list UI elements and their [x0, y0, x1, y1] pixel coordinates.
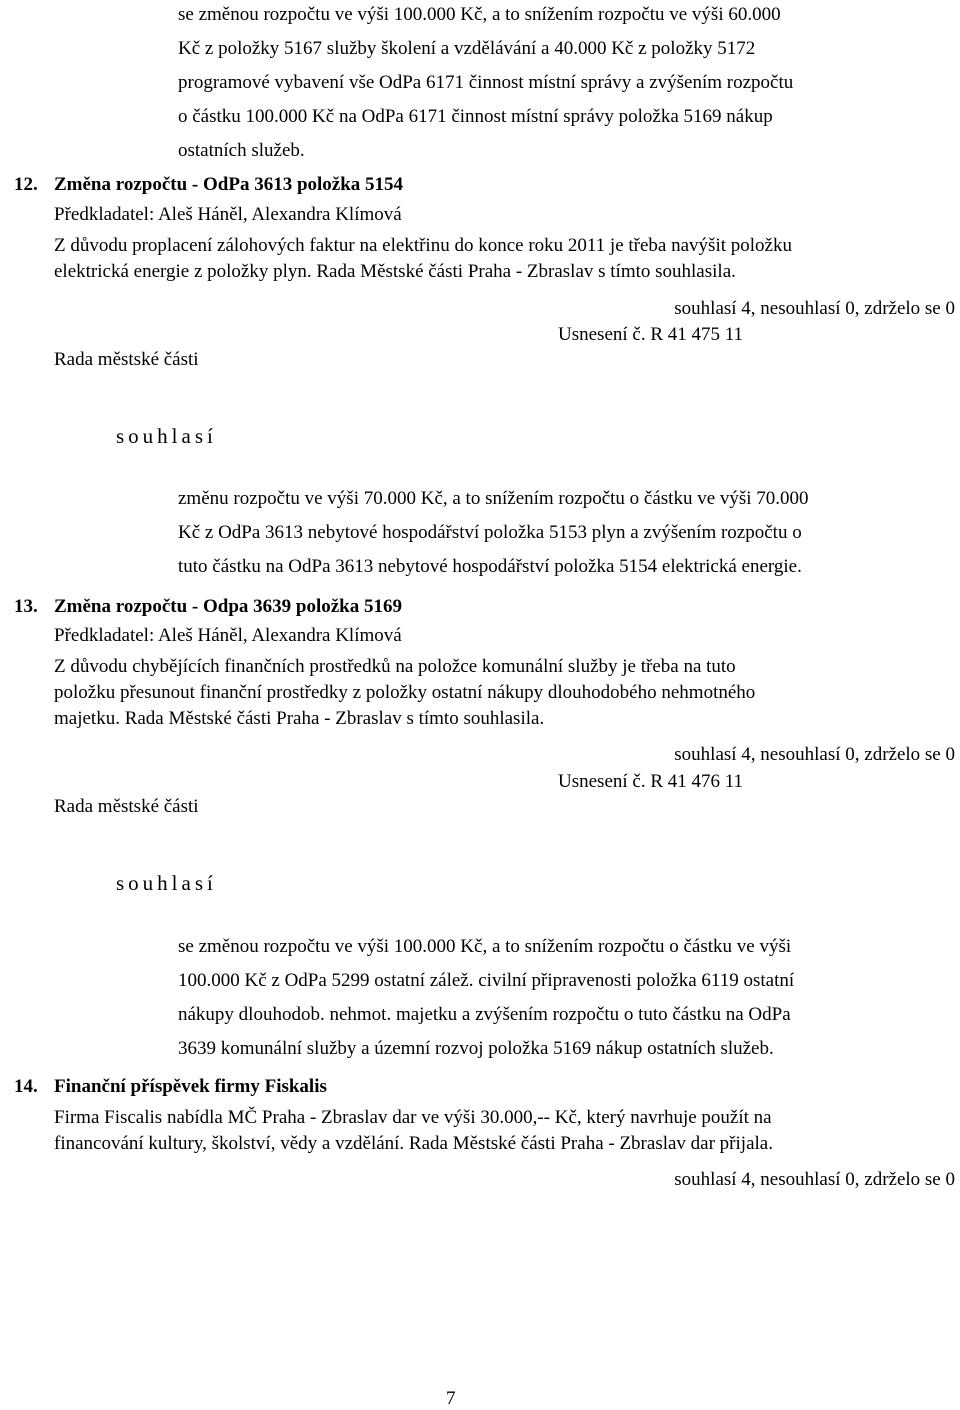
- decision-word: souhlasí: [116, 424, 217, 448]
- resolution-number: Usnesení č. R 41 475 11: [558, 324, 744, 345]
- council-label: Rada městské části: [54, 349, 199, 370]
- text-line: 100.000 Kč z OdPa 5299 ostatní zálež. civilní připravenosti položka 6119 ostatní: [178, 970, 795, 991]
- item-title: Změna rozpočtu - OdPa 3613 položka 5154: [54, 174, 404, 195]
- text-line: se změnou rozpočtu ve výši 100.000 Kč, a to snížením rozpočtu o částku ve výši: [178, 936, 792, 957]
- item-submitter: Předkladatel: Aleš Háněl, Alexandra Klímová: [54, 625, 402, 646]
- text-line: nákupy dlouhodob. nehmot. majetku a zvýšením rozpočtu o tuto částku na OdPa: [178, 1004, 791, 1025]
- text-line: Z důvodu chybějících finančních prostředků na položce komunální služby je třeba na tuto: [54, 656, 736, 677]
- text-line: Kč z OdPa 3613 nebytové hospodářství položka 5153 plyn a zvýšením rozpočtu o: [178, 522, 802, 543]
- vote-result: souhlasí 4, nesouhlasí 0, zdrželo se 0: [674, 744, 955, 765]
- item-number: 13.: [14, 596, 38, 617]
- text-line: financování kultury, školství, vědy a vzdělání. Rada Městské části Praha - Zbraslav dar přijala.: [54, 1133, 773, 1154]
- text-line: Z důvodu proplacení zálohových faktur na elektřinu do konce roku 2011 je třeba navýšit položku: [54, 235, 792, 256]
- item-title: Finanční příspěvek firmy Fiskalis: [54, 1076, 327, 1097]
- item-number: 14.: [14, 1076, 38, 1097]
- vote-result: souhlasí 4, nesouhlasí 0, zdrželo se 0: [674, 1169, 955, 1190]
- item-submitter: Předkladatel: Aleš Háněl, Alexandra Klímová: [54, 204, 402, 225]
- text-line: Kč z položky 5167 služby školení a vzdělávání a 40.000 Kč z položky 5172: [178, 38, 756, 59]
- text-line: Firma Fiscalis nabídla MČ Praha - Zbraslav dar ve výši 30.000,-- Kč, který navrhuje použít na: [54, 1107, 772, 1128]
- text-line: ostatních služeb.: [178, 140, 305, 161]
- item-body: [54, 233, 914, 285]
- item-title: Změna rozpočtu - Odpa 3639 položka 5169: [54, 596, 403, 617]
- text-line: položku přesunout finanční prostředky z položky ostatní nákupy dlouhodobého nehmotného: [54, 682, 756, 703]
- page-number: 7: [446, 1388, 456, 1409]
- item-number: 12.: [14, 174, 38, 195]
- item-body: [54, 1105, 914, 1157]
- item-body: [54, 654, 914, 732]
- decision-text: [178, 930, 898, 1066]
- resolution-number: Usnesení č. R 41 476 11: [558, 771, 744, 792]
- text-line: 3639 komunální služby a územní rozvoj položka 5169 nákup ostatních služeb.: [178, 1038, 774, 1059]
- text-line: programové vybavení vše OdPa 6171 činnost místní správy a zvýšením rozpočtu: [178, 72, 794, 93]
- text-line: o částku 100.000 Kč na OdPa 6171 činnost místní správy položka 5169 nákup: [178, 106, 773, 127]
- top-paragraph: [178, 0, 898, 168]
- text-line: majetku. Rada Městské části Praha - Zbraslav s tímto souhlasila.: [54, 708, 545, 729]
- text-line: tuto částku na OdPa 3613 nebytové hospodářství položka 5154 elektrická energie.: [178, 556, 802, 577]
- decision-word: souhlasí: [116, 871, 217, 895]
- text-line: se změnou rozpočtu ve výši 100.000 Kč, a to snížením rozpočtu ve výši 60.000: [178, 4, 781, 25]
- decision-text: [178, 482, 898, 584]
- text-line: elektrická energie z položky plyn. Rada Městské části Praha - Zbraslav s tímto souhlasila.: [54, 261, 736, 282]
- vote-result: souhlasí 4, nesouhlasí 0, zdrželo se 0: [674, 298, 955, 319]
- text-line: změnu rozpočtu ve výši 70.000 Kč, a to snížením rozpočtu o částku ve výši 70.000: [178, 488, 809, 509]
- council-label: Rada městské části: [54, 796, 199, 817]
